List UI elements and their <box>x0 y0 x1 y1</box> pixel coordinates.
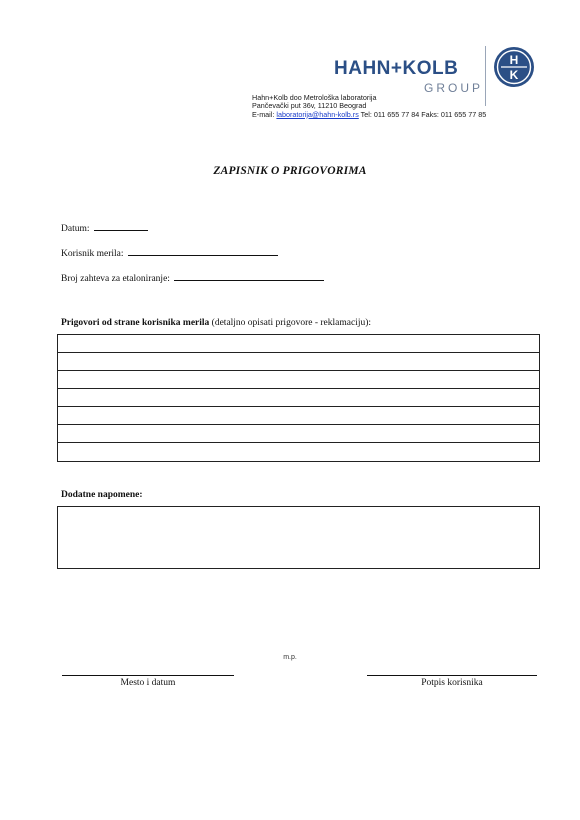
company-logo-text: HAHN+KOLB <box>334 58 459 79</box>
complaints-table <box>57 334 540 462</box>
stamp-mark: m.p. <box>283 654 297 661</box>
place-date-line[interactable] <box>62 675 234 676</box>
complaint-row[interactable] <box>58 353 539 371</box>
notes-label: Dodatne napomene: <box>61 490 143 500</box>
date-field <box>61 220 148 234</box>
complaint-row[interactable] <box>58 371 539 389</box>
svg-text:K: K <box>509 68 519 82</box>
hk-emblem-icon <box>493 46 535 88</box>
complaint-row[interactable] <box>58 443 539 461</box>
complaint-row[interactable] <box>58 335 539 353</box>
complaint-row[interactable] <box>58 407 539 425</box>
signature-line[interactable] <box>367 675 537 676</box>
complaint-row[interactable] <box>58 425 539 443</box>
document-title: ZAPISNIK O PRIGOVORIMA <box>213 165 367 177</box>
complaint-row[interactable] <box>58 389 539 407</box>
user-blank[interactable] <box>128 245 278 256</box>
email-link[interactable]: laboratorija@hahn-kolb.rs <box>276 109 359 119</box>
company-info <box>252 94 486 119</box>
date-blank[interactable] <box>94 220 148 231</box>
request-field <box>61 270 324 284</box>
request-blank[interactable] <box>174 270 324 281</box>
complaints-label: Prigovori od strane korisnika merila (detaljno opisati prigovore - reklamaciju): <box>61 318 372 328</box>
company-name: Hahn+Kolb doo Metrološka laboratorija <box>252 93 377 102</box>
date-label: Datum: <box>61 224 90 234</box>
signature-label: Potpis korisnika <box>421 678 483 688</box>
user-field <box>61 245 278 259</box>
request-label: Broj zahteva za etaloniranje: <box>61 274 170 284</box>
svg-text:H: H <box>509 53 519 67</box>
company-contact: E-mail: laboratorija@hahn-kolb.rs Tel: 011 655 77 84 Faks: 011 655 77 85 <box>252 109 487 119</box>
company-address: Pančevački put 36v, 11210 Beograd <box>252 101 367 111</box>
notes-box[interactable] <box>57 506 540 569</box>
user-label: Korisnik merila: <box>61 249 124 259</box>
company-logo-group: GROUP <box>424 81 484 95</box>
place-date-label: Mesto i datum <box>120 678 176 688</box>
